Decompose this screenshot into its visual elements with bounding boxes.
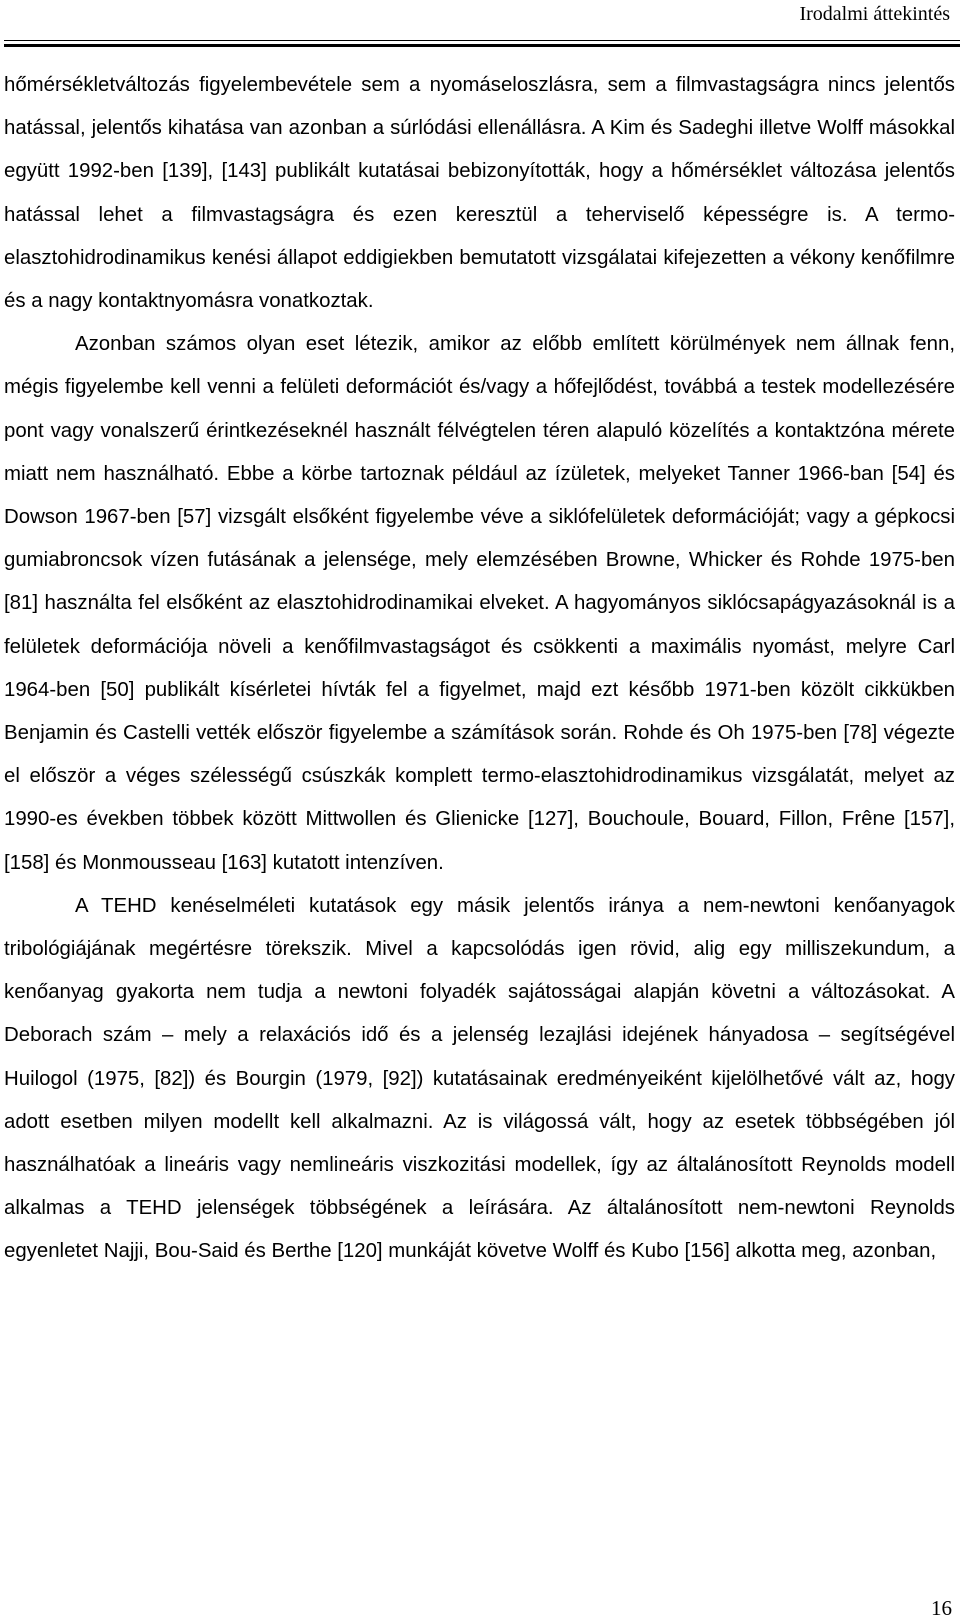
running-header-title: Irodalmi áttekintés xyxy=(799,3,950,25)
header-rule-thick xyxy=(4,44,960,47)
paragraph-3: A TEHD kenéselméleti kutatások egy másik jelentős iránya a nem-newtoni kenőanyagok tribológiájának megértésre törekszik. Mivel a kapcsolódás igen rövid, alig egy milliszekundum, a kenőanyag gyakorta nem tudja a newtoni folyadék sajátosságai alapján követni a változásokat. A Deborach szám – mely a relaxációs idő és a jelenség lezajlási idejének hányadosa – segítségével Huilogol (1975, [82]) és Bourgin (1979, [92]) kutatásainak eredményeiként kijelölhetővé vált az, hogy adott esetben milyen modellt kell alkalmazni. Az is világossá vált, hogy az esetek többségében jól használhatóak a lineáris vagy nemlineáris viszkozitási modellek, így az általánosított Reynolds modell alkalmas a TEHD jelenségek többségének a leírására. Az általánosított nem-newtoni Reynolds egyenletet Najji, Bou-Said és Berthe [120] munkáját követve Wolff és Kubo [156] alkotta meg, azonban, xyxy=(4,894,955,1263)
paragraph-2: Azonban számos olyan eset létezik, amikor az előbb említett körülmények nem állnak fenn, mégis figyelembe kell venni a felületi deformációt és/vagy a hőfejlődést, továbbá a testek modellezésére pont vagy vonalszerű érintkezéseknél használt félvégtelen téren alapuló közelítés a kontaktzóna mérete miatt nem használható. Ebbe a körbe tartoznak például az ízületek, melyeket Tanner 1966-ban [54] és Dowson 1967-ben [57] vizsgált elsőként figyelembe véve a siklófelületek deformációját; vagy a gépkocsi gumiabroncsok vízen futásának a jelensége, mely elemzésében Browne, Whicker és Rohde 1975-ben [81] használta fel elsőként az elasztohidrodinamikai elveket. A hagyományos siklócsapágyazásoknál is a felületek deformációja növeli a kenőfilmvastagságot és csökkenti a maximális nyomást, melyre Carl 1964-ben [50] publikált kísérletei hívták fel a figyelmet, majd ezt később 1971-ben közölt cikkükben Benjamin és Castelli vették először figyelembe a számítások során. Rohde és Oh 1975-ben [78] végezte el először a véges szélességű csúszkák komplett termo-elasztohidrodinamikus vizsgálatát, melyet az 1990-es években többek között Mittwollen és Glienicke [127], Bouchoule, Bouard, Fillon, Frêne [157], [158] és Monmousseau [163] kutatott intenzíven. xyxy=(4,333,955,874)
page-number: 16 xyxy=(931,1596,952,1620)
header-rule-thin xyxy=(4,40,960,41)
paragraph-1: hőmérsékletváltozás figyelembevétele sem a nyomáseloszlásra, sem a filmvastagságra nincs jelentős hatással, jelentős kihatása van azonban a súrlódási ellenállásra. A Kim és Sadeghi illetve Wolff másokkal együtt 1992-ben [139], [143] publikált kutatásai bebizonyították, hogy a hőmérséklet változása jelentős hatással lehet a filmvastagságra és ezen keresztül a teherviselő képességre is. A termo-elasztohidrodinamikus kenési állapot eddigiekben bemutatott vizsgálatai kifejezetten a vékony kenőfilmre és a nagy kontaktnyomásra vonatkoztak. xyxy=(4,74,955,313)
body-text xyxy=(4,64,955,1274)
